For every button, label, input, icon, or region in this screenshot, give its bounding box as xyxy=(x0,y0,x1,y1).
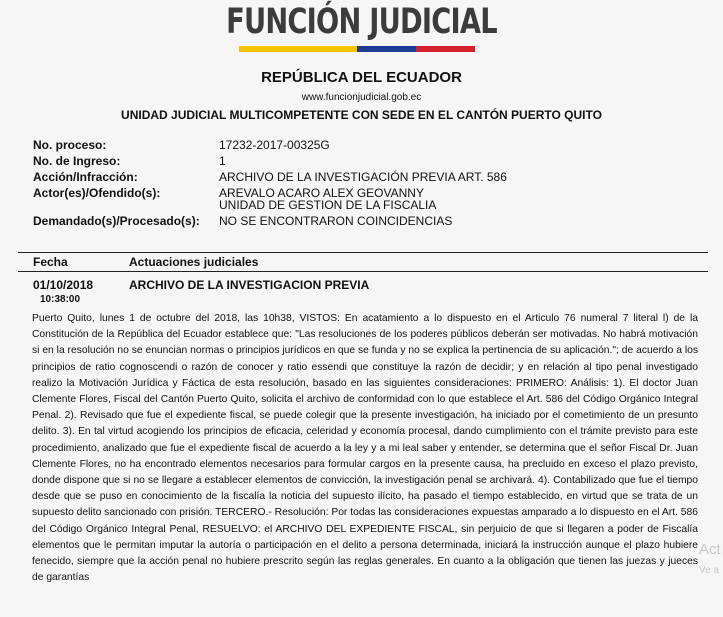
entry-title: ARCHIVO DE LA INVESTIGACION PREVIA xyxy=(129,278,370,292)
case-number-value: 17232-2017-00325G xyxy=(219,138,330,152)
action-label: Acción/Infracción: xyxy=(33,170,138,184)
action-row xyxy=(33,170,673,186)
action-value: ARCHIVO DE LA INVESTIGACIÓN PREVIA ART. 586 xyxy=(219,170,507,184)
section-divider-top xyxy=(18,252,708,253)
defendant-label: Demandado(s)/Procesado(s): xyxy=(33,214,200,228)
date-column-header: Fecha xyxy=(33,255,68,269)
court-unit-heading: UNIDAD JUDICIAL MULTICOMPETENTE CON SEDE EN EL CANTÓN PUERTO QUITO xyxy=(121,108,602,122)
brand-logo: FUNCIÓN JUDICIAL xyxy=(226,2,497,42)
entry-date: 01/10/2018 xyxy=(33,278,94,292)
entry-number-row xyxy=(33,154,673,170)
case-number-row xyxy=(33,138,673,154)
actor-value-2: UNIDAD DE GESTION DE LA FISCALIA xyxy=(219,198,437,212)
actor-label: Actor(es)/Ofendido(s): xyxy=(33,186,161,200)
website-link[interactable]: www.funcionjudicial.gob.ec xyxy=(301,92,422,103)
flag-yellow xyxy=(239,46,357,52)
flag-red xyxy=(416,46,475,52)
resolution-text: Puerto Quito, lunes 1 de octubre del 2018, las 10h38, VISTOS: En acatamiento a lo dispuesto en el Articulo 76 numeral 7 literal l) de la Constitución de la República del Ecuador establece que: "Las resoluciones de los poderes públicos deberán ser motivadas. No habrá motivación si en la resolución no se enuncian normas o principios jurídicos en que se funda y no se explica la pertinencia de su aplicación."; de acuerdo a los principios de ratio cognoscendi o razón de conocer y ratio essendi que constituye la razón de decidir; y en relación al tipo penal investigado realizo la Motivación Jurídica y Fáctica de esta resolución, basado en las siguientes consideraciones: PRIMERO: Análisis: 1). El doctor Juan Clemente Flores, Fiscal del Cantón Puerto Quito, solicita el archivo de conformidad con lo que establece el Art. 586 del Código Orgánico Integral Penal. 2). Revisado que fue el expediente fiscal, se puede colegir que la presente investigación, ha iniciado por el cometimiento de un presunto delito. 3). En tal virtud acogiendo los principios de eficacia, celeridad y economía procesal, dando cumplimiento con el trámite previsto para este procedimiento, analizado que fue el expediente fiscal de acuerdo a la ley y a mi leal saber y entender, se determina que el señor Fiscal Dr. Juan Clemente Flores, no ha encontrado elementos necesarios para formular cargos en la presente causa, ha precluido en exceso el plazo previsto, donde dispone que si no se llegare a establecer elementos de convicción, la investigación penal se archivará. 4). Contabilizado que fue el tiempo desde que se puso en conocimiento de la fiscalía la noticia del supuesto ilícito, ha pasado el tiempo establecido, en virtud que se trata de un supuesto delito sancionado con prisión. TERCERO.- Resolución: Por todas las consideraciones expuestas amparado a lo dispuesto en el Art. 586 del Código Orgánico Integral Penal, RESUELVO: el ARCHIVO DEL EXPEDIENTE FISCAL, sin perjuicio de que si llegaren a poder de Fiscalía elementos que le permitan imputar la autoría o participación en el delito a persona determinada, iniciará la instrucción aunque el plazo hubiere fenecido, siempre que la acción penal no hubiere prescrito según las reglas generales. En cuanto a la obligación que tienen las juezas y jueces de garantías xyxy=(32,313,698,584)
entry-number-value: 1 xyxy=(219,154,226,168)
actions-column-header: Actuaciones judiciales xyxy=(129,255,259,269)
flag-blue xyxy=(357,46,416,52)
actor-value-1: AREVALO ACARO ALEX GEOVANNY xyxy=(219,186,424,200)
entry-time: 10:38:00 xyxy=(40,294,81,305)
case-number-label: No. proceso: xyxy=(33,138,107,152)
case-metadata xyxy=(33,138,673,230)
defendant-row xyxy=(33,214,673,230)
entry-number-label: No. de Ingreso: xyxy=(33,154,121,168)
watermark-line-2: Ve a xyxy=(699,565,720,576)
section-divider-bottom xyxy=(18,271,708,272)
flag-stripe xyxy=(239,46,475,52)
actor-values xyxy=(219,187,436,211)
watermark-line-1: Act xyxy=(699,541,721,558)
republic-heading: REPÚBLICA DEL ECUADOR xyxy=(261,69,462,86)
defendant-value: NO SE ENCONTRARON COINCIDENCIAS xyxy=(219,214,453,228)
